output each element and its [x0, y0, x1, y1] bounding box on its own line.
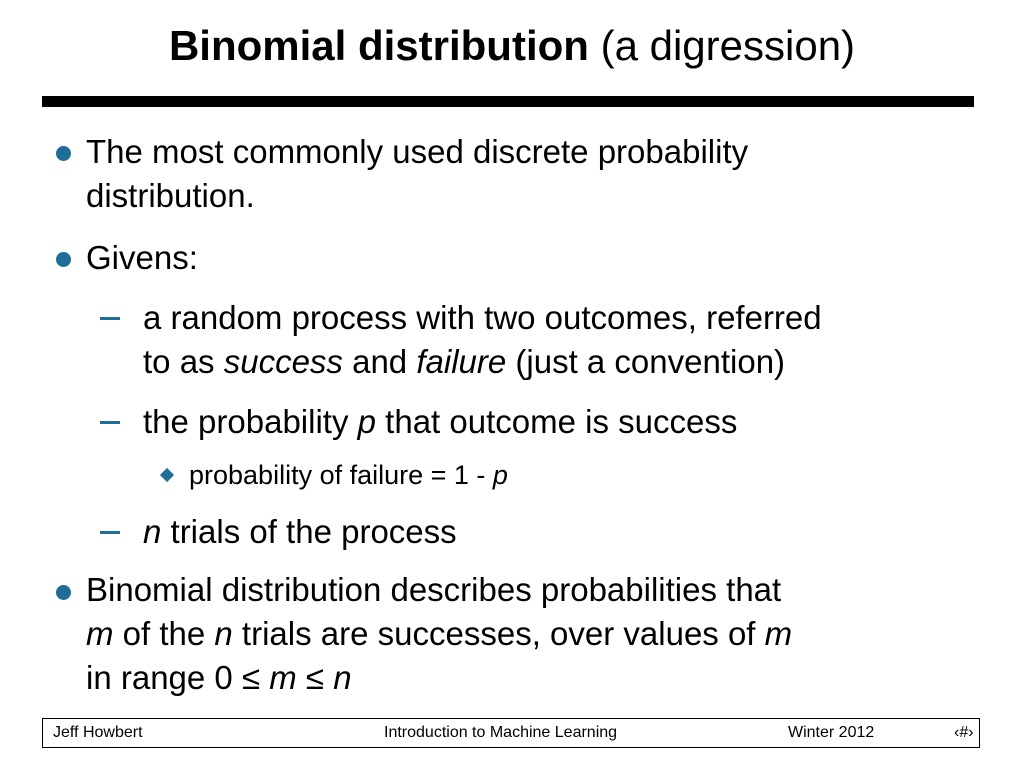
bullet-3-line3 [86, 656, 976, 700]
sub-bullet-1-line1: a random process with two outcomes, referred [143, 299, 822, 336]
variable-n: n [214, 615, 233, 652]
title-rest: (a digression) [588, 22, 856, 69]
le-symbol: ≤ [241, 659, 261, 696]
text: trials are successes, over values of [232, 615, 765, 652]
dash-icon [100, 421, 120, 424]
bullet-3-line2 [86, 612, 976, 656]
bullet-1 [86, 130, 976, 218]
text: in range 0 [86, 659, 242, 696]
dash-icon [100, 531, 120, 534]
diamond-bullet-icon [160, 468, 174, 482]
sub-bullet-3 [143, 510, 983, 554]
variable-m: m [764, 615, 793, 652]
sub-bullet-1-line2 [143, 340, 983, 384]
text: trials of the process [161, 513, 457, 550]
text: that outcome is success [376, 403, 738, 440]
le-symbol: ≤ [296, 659, 325, 696]
variable-n: n [143, 513, 162, 550]
bullet-dot-icon [56, 146, 71, 161]
variable-m: m [260, 659, 297, 696]
text: of the [113, 615, 215, 652]
variable-p: p [357, 403, 376, 440]
text: probability of failure = 1 - [189, 460, 493, 490]
footer-term: Winter 2012 [788, 724, 875, 741]
dash-icon [100, 317, 120, 320]
text: the probability [143, 403, 358, 440]
bullet-3-line1: Binomial distribution describes probabilities that [86, 571, 782, 608]
sub-sub-bullet-1 [189, 457, 508, 493]
footer-author: Jeff Howbert [53, 724, 143, 741]
success-term: success [223, 343, 343, 380]
bullet-3 [86, 568, 976, 700]
sub-bullet-1 [143, 296, 983, 384]
text: and [342, 343, 417, 380]
title-bold: Binomial distribution [168, 22, 589, 69]
text: (just a convention) [506, 343, 786, 380]
variable-n: n [324, 659, 352, 696]
title-divider [42, 96, 974, 107]
slide-footer [42, 718, 980, 748]
variable-m: m [86, 615, 114, 652]
bullet-dot-icon [56, 585, 71, 600]
sub-bullet-2 [143, 400, 983, 444]
failure-term: failure [416, 343, 507, 380]
variable-p: p [492, 460, 508, 490]
footer-course: Introduction to Machine Learning [384, 724, 618, 741]
bullet-1-line2: distribution. [86, 177, 255, 214]
bullet-2: Givens: [86, 239, 198, 276]
text: to as [143, 343, 224, 380]
footer-page-number: ‹#› [954, 724, 974, 741]
bullet-dot-icon [56, 252, 71, 267]
slide-title [0, 18, 1024, 74]
bullet-1-line1: The most commonly used discrete probability [86, 133, 749, 170]
